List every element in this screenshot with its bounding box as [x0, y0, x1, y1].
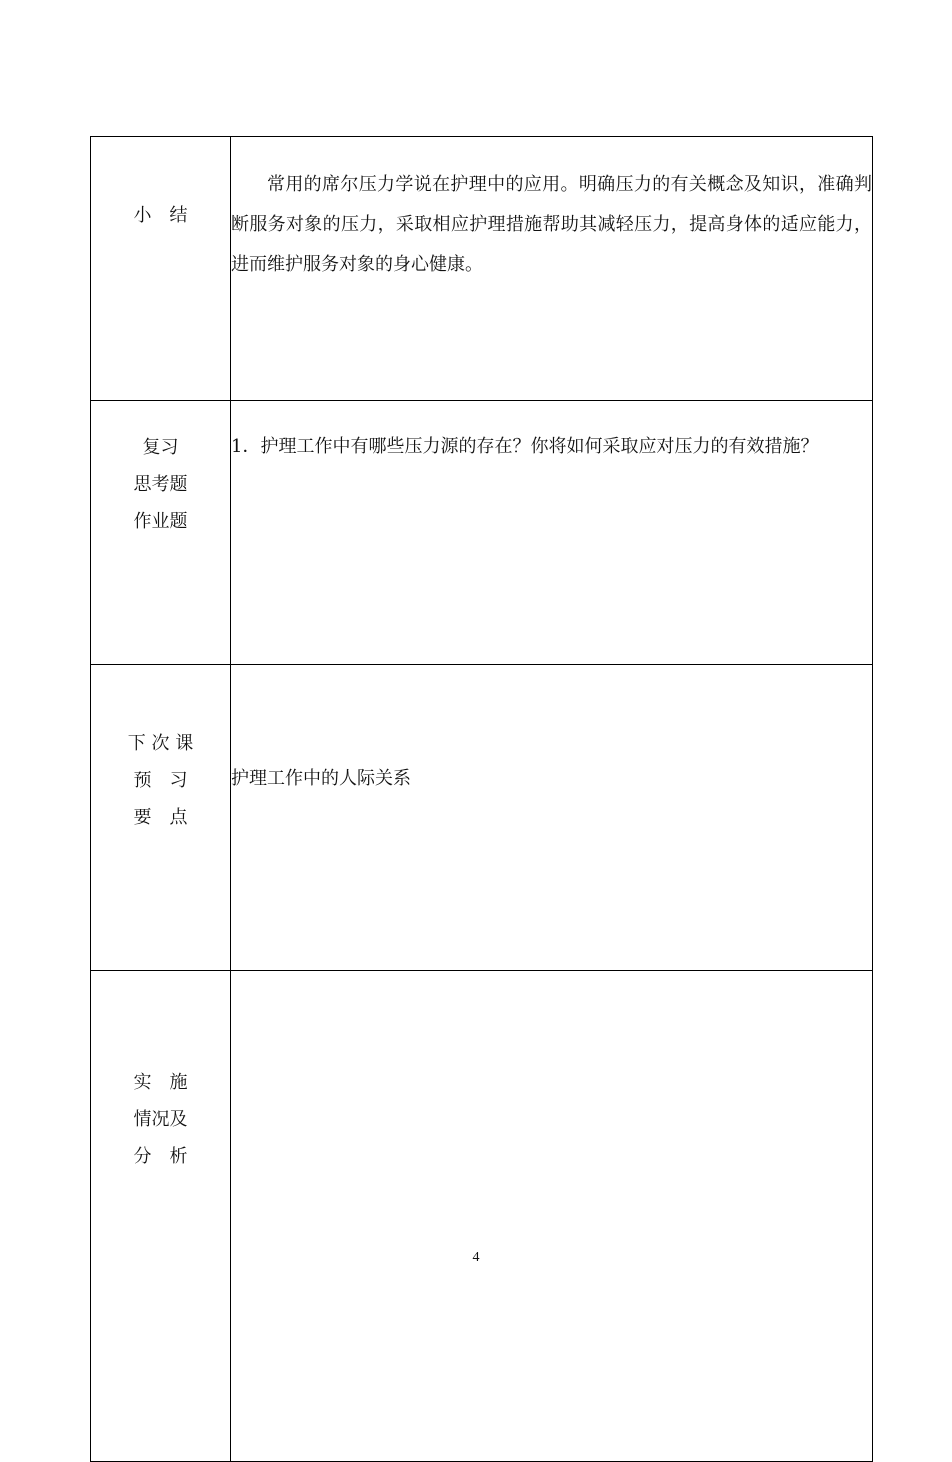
label-line: 作业题	[133, 511, 188, 532]
review-question: 1．护理工作中有哪些压力源的存在？你将如何采取应对压力的有效措施？	[231, 436, 819, 457]
row-label-summary	[91, 137, 231, 401]
label-line: 分 析	[133, 1146, 188, 1167]
table-row	[91, 971, 873, 1462]
label-line: 思考题	[133, 474, 188, 495]
label-line: 下 次 课	[127, 733, 194, 754]
label-line: 小 结	[133, 205, 188, 226]
preview-topic: 护理工作中的人际关系	[231, 768, 411, 789]
row-label-implementation	[91, 971, 231, 1462]
page-number: 4	[472, 1250, 480, 1265]
label-line: 实 施	[133, 1072, 188, 1093]
row-label-review	[91, 401, 231, 665]
summary-text: 常用的席尔压力学说在护理中的应用。明确压力的有关概念及知识，准确判断服务对象的压力，采取相应护理措施帮助其减轻压力，提高身体的适应能力，进而维护服务对象的身心健康。	[231, 174, 872, 275]
table-row	[91, 665, 873, 971]
label-line: 情况及	[133, 1109, 188, 1130]
row-content-summary	[231, 137, 873, 401]
row-content-implementation	[231, 971, 873, 1462]
row-label-preview	[91, 665, 231, 971]
label-line: 预 习	[133, 770, 188, 791]
table-row	[91, 401, 873, 665]
table-row	[91, 137, 873, 401]
label-line: 要 点	[133, 807, 188, 828]
label-line: 复习	[142, 437, 179, 458]
row-content-review	[231, 401, 873, 665]
row-content-preview	[231, 665, 873, 971]
